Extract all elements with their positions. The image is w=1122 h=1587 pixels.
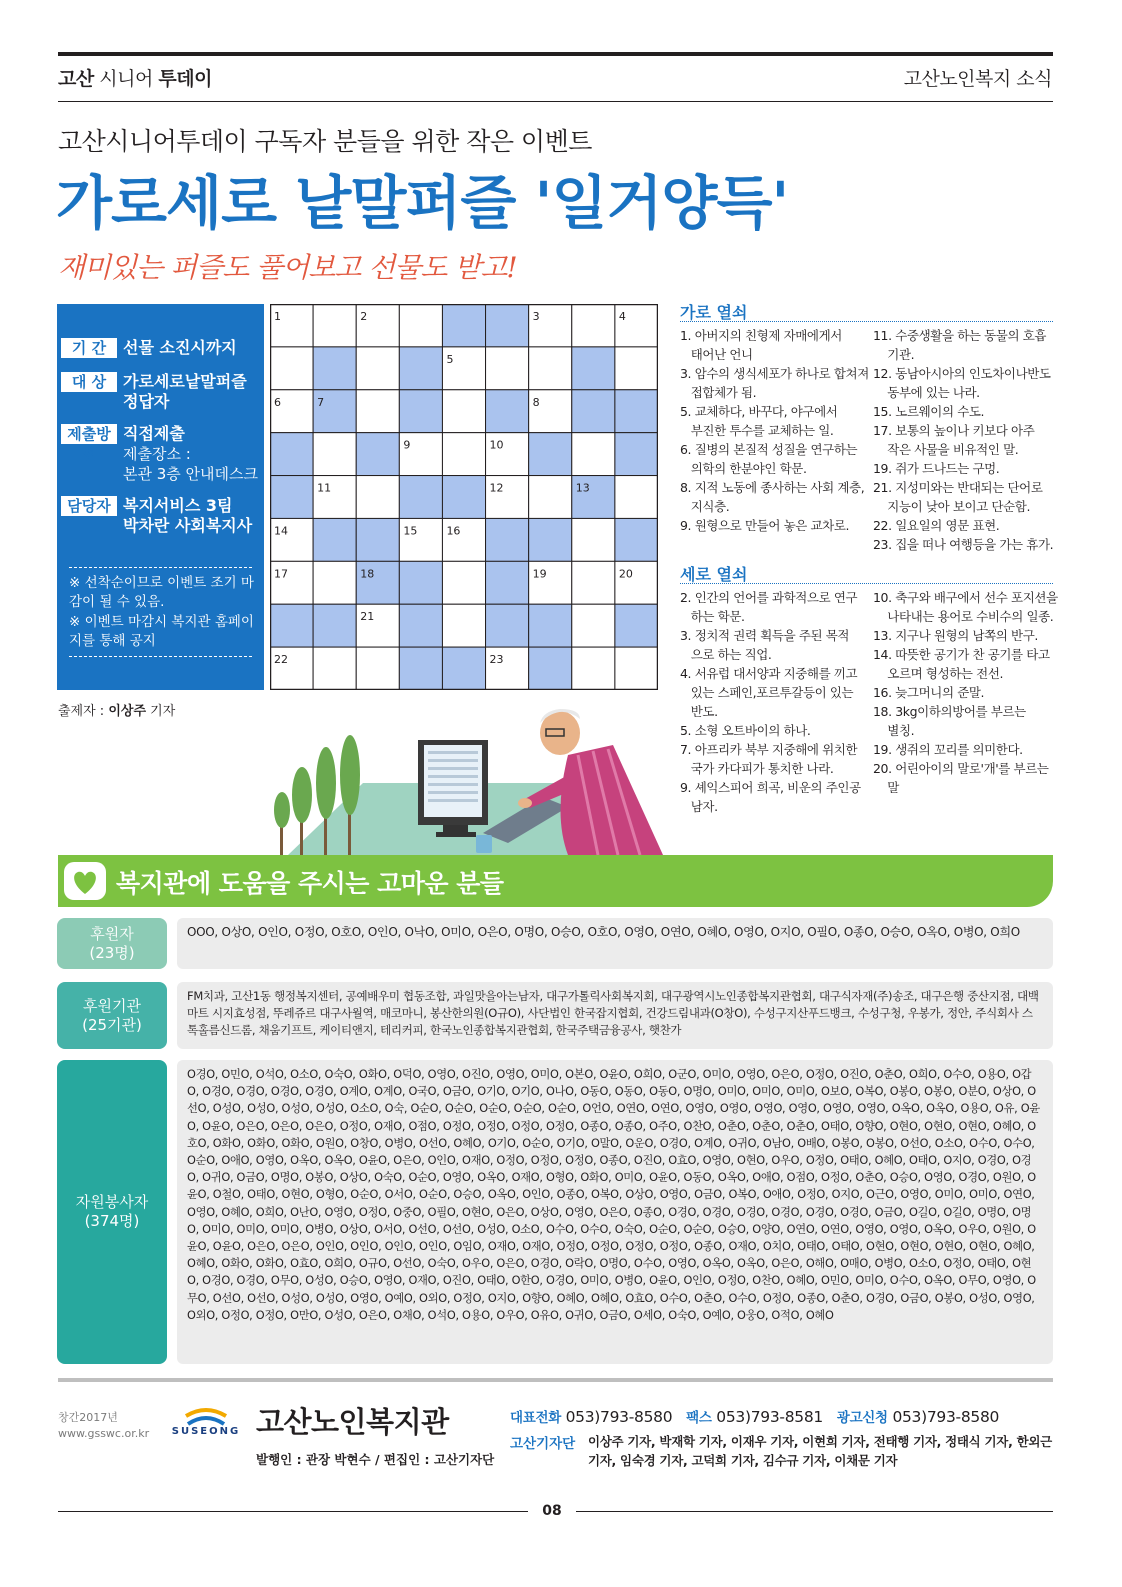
grid-cell-blocked xyxy=(572,390,615,433)
page-rule-left xyxy=(58,1511,528,1512)
clue-line-text: 3. 정치적 권력 획득을 주된 목적 xyxy=(680,628,850,643)
clue-number: 10 xyxy=(489,438,504,452)
grid-cell[interactable] xyxy=(615,647,658,690)
clue-line-text: 14. 따뜻한 공기가 찬 공기를 타고 xyxy=(873,647,1050,662)
clue-line-text: 하는 학문. xyxy=(680,609,745,624)
period-value: 선물 소진시까지 xyxy=(123,338,237,357)
grid-cell-blocked xyxy=(486,518,529,561)
author-credit: 출제자 : 이상주 기자 xyxy=(58,704,176,719)
grid-cell[interactable] xyxy=(572,433,615,476)
footer-rule xyxy=(58,1378,1053,1382)
manager-label: 담당자 xyxy=(61,496,117,516)
target-value: 가로세로낱말퍼즐 정답자 xyxy=(123,372,247,411)
clue-line-text: 5. 교체하다, 바꾸다, 야구에서 xyxy=(680,404,838,419)
down-clues-title: 세로 열쇠 xyxy=(680,565,748,584)
clue-line-text: 지능이 낮아 보이고 단순함. xyxy=(873,499,1031,514)
clue-line-text: 19. 쥐가 드나드는 구멍. xyxy=(873,461,1000,476)
grid-cell-blocked xyxy=(615,518,658,561)
grid-cell-blocked xyxy=(270,433,313,476)
heart-icon xyxy=(64,862,106,900)
clue-number: 18 xyxy=(360,567,375,581)
grid-cell-blocked xyxy=(313,604,356,647)
clue-number: 22 xyxy=(274,653,288,667)
grid-cell-blocked xyxy=(442,304,485,347)
grid-cell[interactable] xyxy=(313,304,356,347)
grid-cell-blocked xyxy=(270,476,313,519)
newsletter-name: 고산 시니어 투데이 xyxy=(58,68,212,90)
grid-cell[interactable] xyxy=(529,476,572,519)
clue-line-text: 13. 지구나 원형의 남쪽의 반구. xyxy=(873,628,1038,643)
across-clues-title: 가로 열쇠 xyxy=(680,303,748,322)
grid-cell[interactable] xyxy=(572,647,615,690)
clue-number: 6 xyxy=(274,395,281,409)
clue-line-text: 동부에 있는 나라. xyxy=(873,385,980,400)
clue-rule xyxy=(680,583,1053,585)
grid-cell[interactable] xyxy=(442,433,485,476)
grid-cell-blocked xyxy=(399,647,442,690)
clue-line-text: 기관. xyxy=(873,347,915,362)
grid-cell-blocked xyxy=(529,518,572,561)
clue-line-text: 반도. xyxy=(680,704,718,719)
clue-line-text: 11. 수중생활을 하는 동물의 호흡 xyxy=(873,328,1047,343)
target-label: 대 상 xyxy=(61,372,117,392)
clue-line-text: 23. 집을 떠나 여행등을 가는 휴가. xyxy=(873,537,1054,552)
method-place: 제출장소 : xyxy=(123,445,191,463)
grid-cell-blocked xyxy=(399,347,442,390)
grid-cell[interactable] xyxy=(442,561,485,604)
clue-number: 7 xyxy=(317,395,325,409)
orgs-label: 후원기관 (25기관) xyxy=(57,982,167,1049)
clue-number: 17 xyxy=(274,567,288,581)
clue-line-text: 10. 축구와 배구에서 선수 포지션을 xyxy=(873,590,1058,605)
clue-line-text: 국가 카다피가 통치한 나라. xyxy=(680,761,834,776)
clue-number: 13 xyxy=(575,481,590,495)
clue-line-text: 있는 스페인,포르투갈등이 있는 xyxy=(680,685,854,700)
grid-cell-blocked xyxy=(529,647,572,690)
divider xyxy=(69,656,252,657)
grid-cell-blocked xyxy=(615,604,658,647)
grid-cell-blocked xyxy=(313,347,356,390)
clue-line-text: 지식층. xyxy=(680,499,730,514)
grid-cell[interactable] xyxy=(615,347,658,390)
down-clues-left xyxy=(680,588,870,816)
manager-value: 복지서비스 3팀 박차란 사회복지사 xyxy=(123,496,253,535)
orgs-list: FM치과, 고산1동 행정복지센터, 공예배우미 협동조합, 과일맛을아는남자, 대구가톨릭사회복지회, 대구광역시노인종합복지관협회, 대구식자재(주)송조, 대구은행 중산지점, 대백마트 시지효성점, 뚜레쥬르 대구사월역, 매코마니, 봉산한의원(O규O), 사단법인 한국잡지협회, 건강드림내과(O창O), 수성구지산푸드뱅크, 수성구청, 우봉가, 정안, 주식회사 스톡홀름신드롬, 채움기프트, 케이티앤지, 테리커피, 한국노인종합복지관협회, 한국주택금융공사, 햇찬가 xyxy=(177,982,1053,1049)
clue-number: 2 xyxy=(360,310,368,323)
grid-cell-blocked xyxy=(356,433,399,476)
grid-cell-blocked xyxy=(486,390,529,433)
grid-cell-blocked xyxy=(529,433,572,476)
method-location: 본관 3층 안내데스크 xyxy=(123,465,259,483)
clue-line-text: 6. 질병의 본질적 성질을 연구하는 xyxy=(680,442,858,457)
clue-line-text: 남자. xyxy=(680,799,718,814)
grid-cell-blocked xyxy=(442,647,485,690)
clue-number: 9 xyxy=(403,438,411,452)
clue-number: 16 xyxy=(446,524,461,538)
grid-cell-blocked xyxy=(529,604,572,647)
volunteers-label: 자원봉사자 (374명) xyxy=(57,1060,167,1364)
clue-number: 21 xyxy=(360,610,375,624)
method-label: 제출방법 xyxy=(61,424,117,444)
reporters-list: 이상주 기자, 박재학 기자, 이재우 기자, 이현희 기자, 전태행 기자, 정태식 기자, 한외근 기자, 임숙경 기자, 고덕희 기자, 김수규 기자, 이채문 기자 xyxy=(588,1434,1052,1468)
grid-cell[interactable] xyxy=(529,347,572,390)
thanks-title: 복지관에 도움을 주시는 고마운 분들 xyxy=(116,869,504,898)
clue-number: 12 xyxy=(489,481,504,495)
note-early-close: ※ 선착순이므로 이벤트 조기 마감이 될 수 있음. xyxy=(69,575,254,610)
reporters-label: 고산기자단 xyxy=(510,1436,576,1452)
clue-rule xyxy=(680,321,1053,323)
clue-number: 23 xyxy=(489,653,504,667)
down-clues-right xyxy=(873,588,1058,797)
establishment-info: 창간2017년 www.gsswc.or.kr xyxy=(58,1411,150,1440)
grid-cell[interactable] xyxy=(572,518,615,561)
clue-line-text: 의학의 한분야인 학문. xyxy=(680,461,807,476)
clue-line-text: 20. 어린아이의 말로'개'를 부르는 xyxy=(873,761,1049,776)
grid-cell-blocked xyxy=(615,433,658,476)
top-rule xyxy=(58,52,1053,56)
clue-number: 14 xyxy=(274,524,288,538)
grid-cell-blocked xyxy=(572,347,615,390)
clue-line-text: 9. 셰익스피어 희곡, 비운의 주인공 xyxy=(680,780,861,795)
grid-cell-blocked xyxy=(399,604,442,647)
page-title: 가로세로 낱말퍼즐 '일거양득' xyxy=(56,169,789,237)
clue-line-text: 오르며 형성하는 전선. xyxy=(873,666,1004,681)
grid-cell-blocked xyxy=(399,476,442,519)
grid-cell-blocked xyxy=(615,390,658,433)
grid-cell[interactable] xyxy=(572,561,615,604)
page-number: 08 xyxy=(542,1503,562,1519)
clue-number: 5 xyxy=(446,352,454,366)
grid-cell[interactable] xyxy=(356,476,399,519)
clue-line-text: 4. 서유럽 대서양과 지중해를 끼고 xyxy=(680,666,858,681)
clue-line-text: 16. 늦그머니의 준말. xyxy=(873,685,985,700)
divider xyxy=(69,567,252,568)
grid-cell[interactable] xyxy=(442,390,485,433)
crossword-svg[interactable] xyxy=(270,304,658,690)
grid-cell[interactable] xyxy=(615,476,658,519)
publisher-info: 발행인 : 관장 박현수 / 편집인 : 고산기자단 xyxy=(256,1452,495,1467)
tagline: 재미있는 퍼즐도 풀어보고 선물도 받고! xyxy=(58,251,517,284)
grid-cell[interactable] xyxy=(313,561,356,604)
note-homepage: ※ 이벤트 마감시 복지관 홈페이지를 통해 공지 xyxy=(69,614,254,649)
clue-number: 8 xyxy=(532,395,540,409)
grid-cell[interactable] xyxy=(572,304,615,347)
grid-cell[interactable] xyxy=(399,304,442,347)
clue-line-text: 21. 지성미와는 반대되는 단어로 xyxy=(873,480,1043,495)
contact-numbers: 대표전화 053)793-8580 팩스 053)793-8581 광고신청 053)793-8580 xyxy=(510,1408,1000,1426)
clue-line-text: 22. 일요일의 영문 표현. xyxy=(873,518,1000,533)
donors-list: OOO, O상O, O인O, O정O, O호O, O인O, O낙O, O미O, O은O, O명O, O승O, O호O, O영O, O연O, O혜O, O영O, O지O, O필O, O종O, O승O, O옥O, O병O, O희O xyxy=(177,918,1053,969)
suseong-logo xyxy=(166,1404,246,1448)
clue-line-text: 9. 원형으로 만들어 놓은 교차로. xyxy=(680,518,850,533)
clue-line-text: 5. 소형 오트바이의 하나. xyxy=(680,723,811,738)
logo-text: SUSEONG xyxy=(171,1426,241,1437)
clue-line-text: 17. 보통의 높이나 키보다 아주 xyxy=(873,423,1035,438)
grid-cell[interactable] xyxy=(356,347,399,390)
clue-line-text: 작은 사물을 비유적인 말. xyxy=(873,442,1019,457)
clue-line-text: 태어난 언니 xyxy=(680,347,753,362)
page-rule-right xyxy=(576,1511,1053,1512)
clue-line-text: 8. 지적 노동에 종사하는 사회 계층, xyxy=(680,480,865,495)
grid-cell[interactable] xyxy=(313,433,356,476)
clue-line-text: 3. 암수의 생식세포가 하나로 합쳐져 xyxy=(680,366,869,381)
clue-line-text: 1. 아버지의 친형제 자매에게서 xyxy=(680,328,842,343)
clue-line-text: 12. 동남아시아의 인도차이나반도 xyxy=(873,366,1051,381)
clue-line-text: 별칭. xyxy=(873,723,915,738)
grid-cell-blocked xyxy=(486,604,529,647)
grid-cell-blocked xyxy=(486,561,529,604)
grid-cell-blocked xyxy=(442,476,485,519)
section-name: 고산노인복지 소식 xyxy=(903,68,1052,90)
clue-line-text: 19. 생쥐의 꼬리를 의미한다. xyxy=(873,742,1023,757)
method-value: 직접제출 xyxy=(123,424,185,443)
clue-line-text: 18. 3kg이하의방어를 부르는 xyxy=(873,704,1026,719)
event-info-box xyxy=(57,304,264,690)
clue-number: 3 xyxy=(532,310,540,323)
across-clues-right xyxy=(873,326,1058,554)
across-clues-left xyxy=(680,326,870,535)
grid-cell-blocked xyxy=(356,518,399,561)
clue-number: 20 xyxy=(618,567,633,581)
org-name: 고산노인복지관 xyxy=(256,1405,449,1439)
grid-cell-blocked xyxy=(313,518,356,561)
grid-cell-blocked xyxy=(486,304,529,347)
clue-line-text: 부진한 투수를 교체하는 일. xyxy=(680,423,834,438)
event-subtitle: 고산시니어투데이 구독자 분들을 위한 작은 이벤트 xyxy=(58,127,592,156)
crossword-grid[interactable] xyxy=(270,304,658,690)
clue-number: 15 xyxy=(403,524,418,538)
grid-cell[interactable] xyxy=(486,347,529,390)
grid-cell[interactable] xyxy=(313,647,356,690)
grid-cell-blocked xyxy=(399,561,442,604)
clue-number: 1 xyxy=(274,310,281,323)
clue-number: 4 xyxy=(618,310,626,323)
period-label: 기 간 xyxy=(61,338,117,358)
header-rule xyxy=(58,101,1053,102)
donors-label: 후원자 (23명) xyxy=(57,918,167,969)
grid-cell[interactable] xyxy=(356,390,399,433)
senior-computer-illustration xyxy=(268,705,668,863)
grid-cell[interactable] xyxy=(442,604,485,647)
volunteers-list: O경O, O민O, O석O, O소O, O숙O, O화O, O덕O, O영O, O진O, O영O, O미O, O본O, O윤O, O희O, O군O, O미O, O영O, O은O, O정O, O진O, O춘O, O희O, O수O, O용O, O갑O, O경O, O경O, O경O, O경O, O계O, O계O, O국O, O금O, O기O, O기O, O나O, O동O, O동O, O동O, O명O, O미O, O미O, O미O, O보O, O복O, O봉O, O봉O, O분O, O상O, O선O, O성O, O성O, O성O, O성O, O소O, O숙, O순O, O순O, O순O, O순O, O순O, O언O, O연O, O연O, O영O, O영O, O영O, O영O, O영O, O영O, O옥O, O옥O, O용O, O유, O윤O, O윤O, O은O, O은O, O은O, O정O, O재O, O점O, O정O, O정O, O정O, O정O, O종O, O종O, O주O, O찬O, O춘O, O춘O, O춘O, O태O, O향O, O현O, O현O, O현O, O혜O, O호O, O화O, O화O, O화O, O원O, O창O, O병O, O선O, O혜O, O기O, O순O, O기O, O말O, O운O, O경O, O계O, O귀O, O남O, O배O, O봉O, O봉O, O선O, O소O, O수O, O수O, O순O, O애O, O영O, O옥O, O옥O, O윤O, O은O, O인O, O재O, O정O, O정O, O정O, O종O, O진O, O효O, O영O, O현O, O우O, O정O, O태O, O혜O, O태O, O지O, O경O, O경O, O귀O, O금O, O명O, O봉O, O상O, O숙O, O순O, O영O, O옥O, O재O, O형O, O화O, O미O, O윤O, O동O, O옥O, O애O, O점O, O정O, O춘O, O승O, O영O, O경O, O원O, O윤O, O철O, O태O, O현O, O형O, O순O, O서O, O순O, O승O, O옥O, O인O, O종O, O복O, O상O, O영O, O금O, O복O, O애O, O정O, O지O, O근O, O영O, O미O, O미O, O연O, O영O, O혜O, O희O, O난O, O영O, O정O, O중O, O필O, O현O, O은O, O상O, O영O, O은O, O종O, O경O, O경O, O경O, O경O, O경O, O경O, O금O, O길O, O길O, O명O, O명O, O미O, O미O, O미O, O병O, O상O, O서O, O선O, O선O, O성O, O소O, O수O, O수O, O숙O, O순O, O순O, O승O, O양O, O연O, O연O, O영O, O영O, O옥O, O우O, O원O, O윤O, O윤O, O은O, O은O, O인O, O인O, O인O, O인O, O임O, O재O, O재O, O정O, O정O, O정O, O정O, O종O, O재O, O치O, O태O, O태O, O현O, O현O, O현O, O현O, O혜O, O혜O, O화O, O화O, O효O, O희O, O규O, O선O, O숙O, O우O, O은O, O경O, O락O, O명O, O수O, O영O, O옥O, O옥O, O은O, O해O, O매O, O병O, O소O, O정O, O태O, O현O, O경O, O경O, O무O, O성O, O승O, O영O, O재O, O진O, O태O, O한O, O경O, O미O, O병O, O윤O, O인O, O정O, O찬O, O혜O, O민O, O미O, O수O, O옥O, O무O, O영O, O무O, O선O, O선O, O성O, O성O, O영O, O예O, O외O, O정O, O지O, O향O, O혜O, O혜O, O효O, O수O, O춘O, O수O, O정O, O종O, O춘O, O경O, O금O, O봉O, O성O, O영O, O외O, O정O, O정O, O만O, O성O, O은O, O채O, O석O, O용O, O우O, O유O, O귀O, O금O, O세O, O숙O, O예O, O웅O, O적O, O혜O xyxy=(177,1060,1053,1364)
grid-cell[interactable] xyxy=(356,647,399,690)
clue-number: 11 xyxy=(317,481,332,495)
clue-line-text: 접합체가 됨. xyxy=(680,385,757,400)
clue-line-text: 으로 하는 직업. xyxy=(680,647,772,662)
grid-cell-blocked xyxy=(270,604,313,647)
grid-cell-blocked xyxy=(399,390,442,433)
clue-line-text: 나타내는 용어로 수비수의 일종. xyxy=(873,609,1054,624)
clue-line-text: 7. 아프리카 북부 지중해에 위치한 xyxy=(680,742,858,757)
clue-line-text: 말 xyxy=(873,780,899,795)
grid-cell[interactable] xyxy=(270,347,313,390)
clue-number: 19 xyxy=(532,567,547,581)
grid-cell[interactable] xyxy=(572,604,615,647)
clue-line-text: 15. 노르웨이의 수도. xyxy=(873,404,985,419)
clue-line-text: 2. 인간의 언어를 과학적으로 연구 xyxy=(680,590,858,605)
